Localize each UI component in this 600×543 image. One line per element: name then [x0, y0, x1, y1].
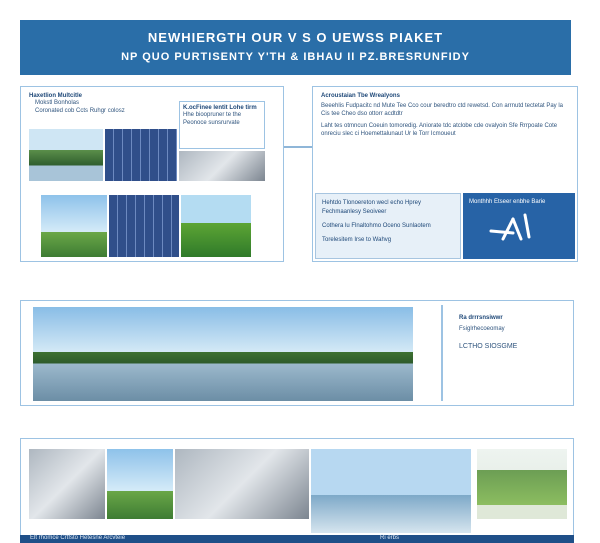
- footer-mid-text: Ri erbs: [380, 535, 400, 541]
- panel2-paragraph2: Laht tes otmncun Coeuin tomoredig. Aniorate tdc atclobe cde ovalyoin Sfe Rrrpoate Cote onreciu slec ci Hoemettalunaut Ur le Torr Icmoueut: [321, 123, 558, 137]
- caption-line2: Peonoce sunsrurvate: [183, 120, 240, 126]
- panel1-heading: Haxetlion Multcitle: [29, 93, 83, 99]
- birch-photo: [477, 449, 567, 519]
- sky-photo: [41, 195, 107, 257]
- tree-photo: [107, 449, 173, 519]
- panel1-sub1: Mokstl Bonholas: [35, 100, 80, 106]
- panel2-heading: Acroustaian Tbe Wrealyons: [321, 93, 400, 99]
- panel3-line: Fsiglrhecoeomay: [459, 326, 505, 332]
- panel2-paragraph1: Beeehlis Fudpacitc nd Mute Tee Cco cour beredtro ctd rewetsd. Con arrnutd tectetat Pay la Cis tee Cheo dso ottorr acdtdtr: [321, 103, 564, 117]
- caption-line1: Hhe bioopruner te the: [183, 112, 242, 118]
- panel-top-right: [312, 86, 578, 262]
- buildings-photo: [175, 449, 309, 519]
- panel3-label: Ra drrrsnsiwwr: [459, 315, 503, 321]
- caption-heading: K.ocFinee lentit Lohe tirm: [183, 105, 257, 111]
- banner-title-line2: NP QUO PURTISENTY Y'TH & IBHAU II PZ.BRESRUNFIDY: [121, 51, 470, 63]
- green-field-photo: [181, 195, 251, 257]
- info-line3: Cothera lu Flnaltohmo Oceno Sunlaotem: [322, 223, 431, 229]
- info-line4: Torelesitem Irse to Wahvg: [322, 237, 392, 243]
- greenhouse-photo: [29, 129, 103, 181]
- footer-left-text: Elt rhomce Crtfsto Hetesne Arcvteie: [30, 535, 126, 541]
- solar-panel-photo: [105, 129, 177, 181]
- panel-middle: [20, 300, 574, 406]
- bridge-photo: [311, 449, 471, 533]
- info-box-right-title: Monthhh Etseer enbhe Barie: [469, 199, 546, 205]
- info-line1: Hehtdo Tlonoereton wecl echo Hprey: [322, 200, 421, 206]
- connector-line: [284, 146, 312, 148]
- footer-bar: [20, 535, 574, 543]
- divider: [441, 305, 443, 401]
- caption-box: [179, 101, 265, 149]
- title-banner: [20, 20, 571, 75]
- panel1-sub2: Coronated cob Ccts Ruhgr colosz: [35, 108, 125, 114]
- panel-top-left: [20, 86, 284, 262]
- info-line2: Fechmaanlesy Seoiveer: [322, 209, 387, 215]
- wind-turbine-icon: [483, 211, 543, 245]
- panel-bottom: [20, 438, 574, 540]
- infrastructure-photo: [179, 151, 265, 181]
- solar-field-photo: [109, 195, 179, 257]
- banner-title-line1: NEWHIERGTH OUR V S O UEWSS PIAKET: [147, 30, 444, 45]
- panel3-code: LCTHO SIOSGME: [459, 343, 518, 350]
- lab-photo: [29, 449, 105, 519]
- info-box-right: [463, 193, 575, 259]
- info-box-left: [315, 193, 461, 259]
- lake-landscape-photo: [33, 307, 413, 401]
